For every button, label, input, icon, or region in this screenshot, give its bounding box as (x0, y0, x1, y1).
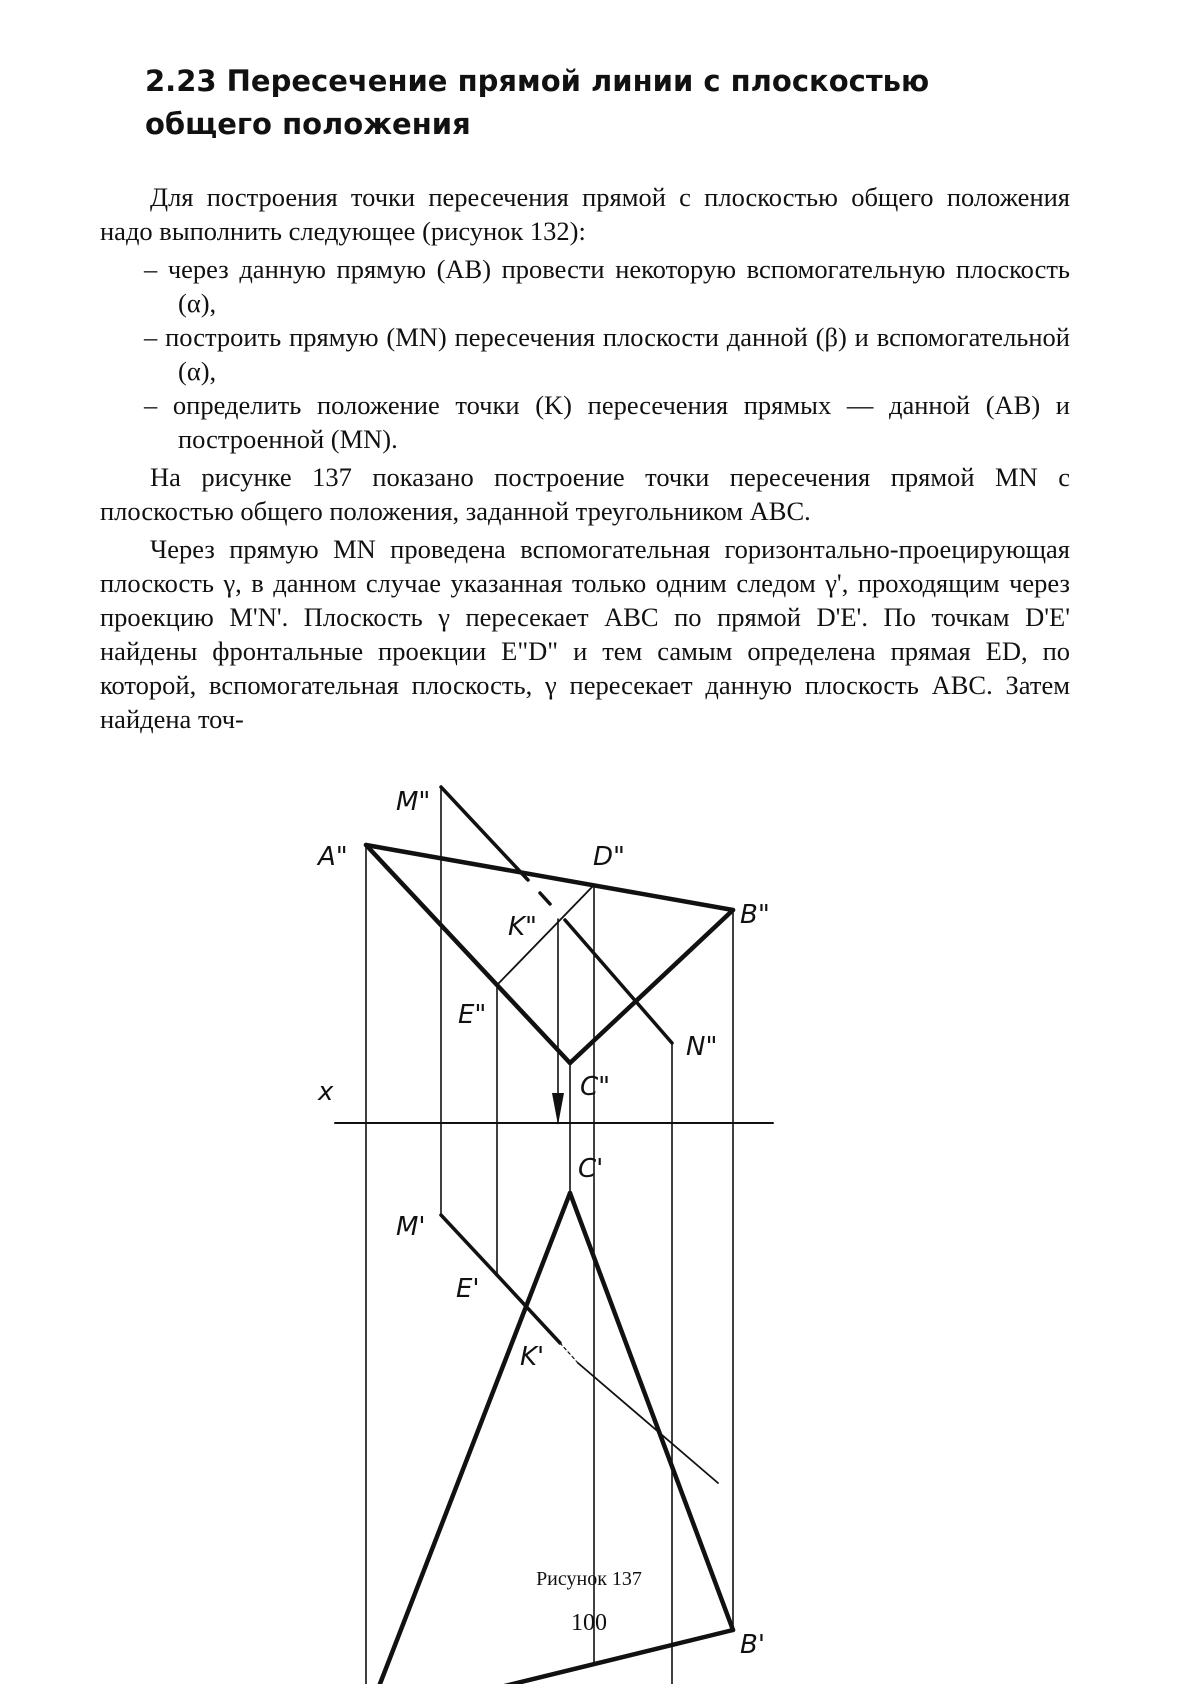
page-number: 100 (571, 1610, 607, 1636)
step-item: – через данную прямую (AB) провести некоторую вспомогательную плоскость (α), (100, 252, 1070, 320)
label-e1: E' (456, 1274, 480, 1304)
body-text (100, 180, 1070, 740)
section-heading: 2.23 Пересечение прямой линии с плоскостью общего положения (145, 64, 930, 141)
edge-a1b1 (366, 1630, 733, 1684)
intro-paragraph: Для построения точки пересечения прямой с плоскостью общего положения надо выполнить следующее (рисунок 132): (100, 182, 1070, 246)
line-m2n2-visible (540, 893, 550, 904)
line-m1-corner (441, 1215, 497, 1275)
line-m1n1 (578, 1363, 718, 1483)
label-axis-x: x (318, 1077, 334, 1107)
label-m1: M' (396, 1212, 426, 1242)
label-k1: K' (520, 1342, 545, 1372)
paragraph-3: Через прямую MN проведена вспомогательная горизонтально-проецирующая плоскость γ, в данном случае указанная только одним следом γ', проходящим через проекцию M'N'. Плоскость γ пересекает ABC по прямой D'E'. По точкам D'E' найдены фронтальные проекции E"D" и тем самым определена прямая ED, по которой, вспомогательная плоскость, γ пересекает данную плоскость ABC. Затем найдена точ- (100, 534, 1070, 734)
arrow-head (552, 1093, 564, 1125)
line-m1n1 (497, 1275, 560, 1343)
label-e2: E" (458, 1000, 487, 1030)
paragraph-2: На рисунке 137 показано построение точки пересечения прямой MN с плоскостью общего положения, заданной треугольником ABC. (100, 462, 1070, 526)
label-c1: C' (578, 1154, 604, 1184)
label-b1: B' (740, 1630, 765, 1660)
label-k2: K" (508, 912, 538, 942)
label-b2: B" (740, 900, 770, 930)
step-item: – определить положение точки (K) пересечения прямых — данной (AB) и построенной (MN). (100, 388, 1070, 456)
label-n2: N" (686, 1032, 718, 1062)
edge-a2b2 (366, 845, 733, 910)
label-m2: M" (396, 787, 431, 817)
label-a2: A" (318, 842, 348, 872)
steps-list (100, 252, 1070, 456)
line-k1-dash (560, 1343, 578, 1363)
step-item: – построить прямую (MN) пересечения плоскости данной (β) и вспомогательной (α), (100, 320, 1070, 388)
label-d2: D" (593, 842, 625, 872)
figure-caption: Рисунок 137 (536, 1568, 642, 1590)
label-c2: C" (580, 1072, 611, 1102)
